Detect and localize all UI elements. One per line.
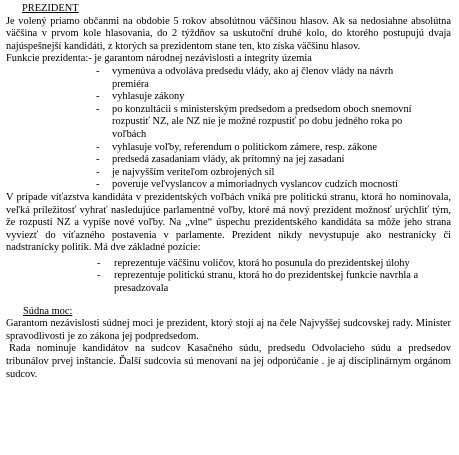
list-item-text: je najvyšším veriteľom ozbrojených síl bbox=[112, 166, 275, 178]
list-item bbox=[6, 179, 451, 192]
list-item bbox=[6, 167, 451, 180]
list-item bbox=[6, 104, 451, 142]
prezident-intro-paragraph: Je volený priamo občanmi na obdobie 5 rokov absolútnou väčšinou hlasov. Ak sa nedosiahne absolútna väčšina v prvom kole hlasovania, do 2 týždňov sa uskutoční druhé kolo, do ktorého postupujú dvaja najúspešnejší kandidáti, z ktorých sa prezidentom stane ten, kto získa väčšinu hlasov. bbox=[6, 15, 451, 52]
list-item bbox=[6, 270, 451, 295]
list-item-text: predsedá zasadaniam vlády, ak prítomný na jej zasadaní bbox=[112, 154, 345, 166]
list-item-text: poveruje veľvyslancov a mimoriadnych vyslancov cudzích mocností bbox=[112, 179, 398, 191]
dash-bullet: - bbox=[96, 103, 100, 115]
prezident-victory-paragraph: V prípade víťazstva kandidáta v prezidentských voľbách vniká pre politickú stranu, ktorá ho nominovala, veľká príležitosť vyhrať nasledujúce parlamentné voľby, ktoré má nový prezident možnosť urýchliť tým, že rozpustí NZ a vypíše nové voľby. Na „vlne“ úspechu prezidentského kandidáta sa môže jeho strana vyviezť do víťazného postavenia v parlamente. Prezident nikdy nevystupuje ako nestranícky či nadstranícky politik. Má dve základné pozície: bbox=[6, 191, 451, 254]
dash-bullet: - bbox=[97, 270, 101, 282]
list-item-text: reprezentuje politickú stranu, ktorá ho do prezidentskej funkcie navrhla a presadzovala bbox=[114, 270, 419, 295]
sudna-moc-paragraph-1: Garantom nezávislosti súdnej moci je prezident, ktorý stojí aj na čele Najvyššej sudcovskej rady. Minister spravodlivosti je zo zákona jej podpredsedom. bbox=[6, 318, 451, 342]
dash-bullet: - bbox=[97, 257, 101, 269]
dash-bullet: - bbox=[96, 166, 100, 178]
section-title-prezident: PREZIDENT bbox=[22, 3, 79, 14]
list-item-text: vyhlasuje voľby, referendum o politickom zámere, resp. zákone bbox=[112, 141, 377, 153]
list-item-text: vyhlasuje zákony bbox=[112, 91, 185, 103]
list-item bbox=[6, 142, 451, 155]
list-item bbox=[6, 91, 451, 104]
dash-bullet: - bbox=[96, 154, 100, 166]
list-item bbox=[6, 66, 451, 91]
spacer bbox=[6, 296, 451, 303]
sudna-moc-paragraph-2: Rada nominuje kandidátov na sudcov Kasačného súdu, predsedu Odvolacieho súdu a predsedov tribunálov prvej inštancie. Ďalší sudcovia sú menovaní na jej odporúčanie . je aj disciplinárnym orgánom sudcov. bbox=[6, 343, 451, 380]
list-item-text: po konzultácii s ministerským predsedom a predsedom oboch snemovní rozpustiť NZ, ale NZ nie je možné rozpustiť po dobu jedného roka po voľbách bbox=[112, 103, 412, 140]
positions-list bbox=[6, 258, 451, 296]
functions-list bbox=[6, 66, 451, 192]
dash-bullet: - bbox=[96, 141, 100, 153]
list-item-text: vymenúva a odvoláva predsedu vlády, ako aj členov vlády na návrh premiéra bbox=[112, 65, 394, 90]
dash-bullet: - bbox=[96, 65, 100, 77]
dash-bullet: - bbox=[96, 91, 100, 103]
list-item bbox=[6, 258, 451, 271]
section-title-sudna-moc: Súdna moc: bbox=[23, 305, 73, 317]
functions-lead-line: Funkcie prezidenta:- je garantom národnej nezávislosti a integrity územia bbox=[6, 53, 312, 65]
dash-bullet: - bbox=[96, 179, 100, 191]
list-item bbox=[6, 154, 451, 167]
list-item-text: reprezentuje väčšinu voličov, ktorá ho posunula do prezidentskej úlohy bbox=[114, 257, 410, 269]
